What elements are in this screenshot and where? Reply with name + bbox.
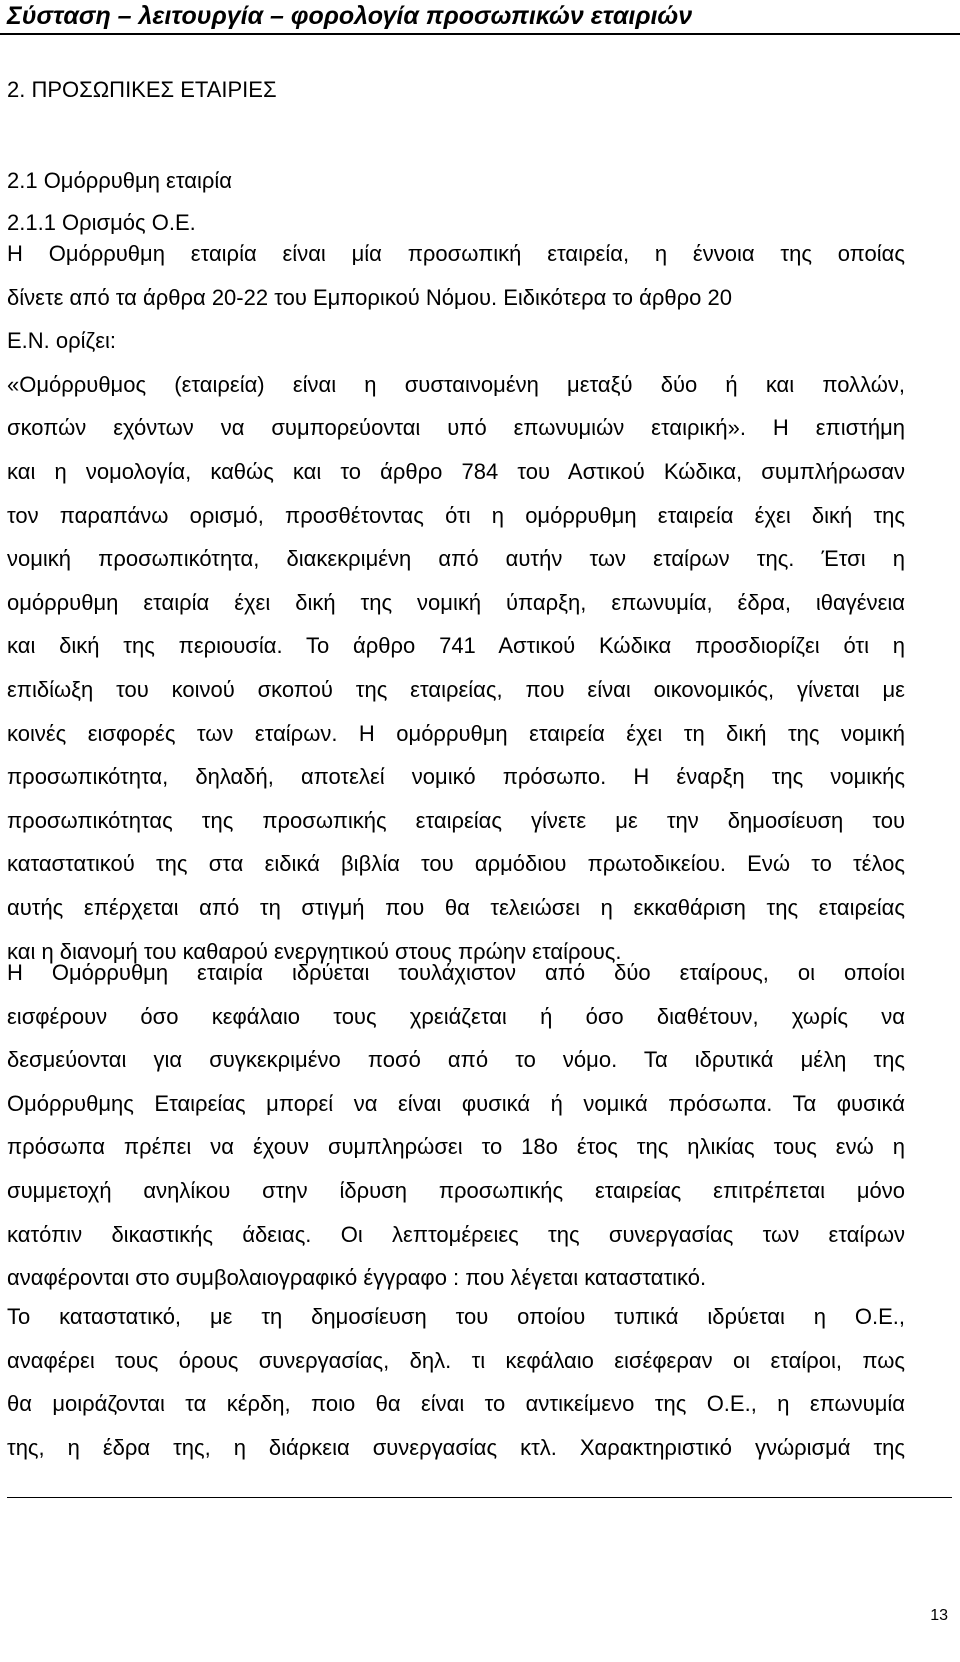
page-number: 13 (930, 1607, 948, 1624)
paragraph-line: δίνετε από τα άρθρα 20-22 του Εμπορικού Νόμου. Ειδικότερα το άρθρο 20 (7, 284, 732, 310)
paragraph-line: θα μοιράζονται τα κέρδη, ποιο θα είναι το αντικείμενο της Ο.Ε., η επωνυμία (7, 1391, 905, 1417)
paragraph-line: αυτής επέρχεται από τη στιγμή που θα τελειώσει η εκκαθάριση της εταιρείας (7, 894, 905, 920)
paragraph-line: αναφέρονται στο συμβολαιογραφικό έγγραφο : που λέγεται καταστατικό. (7, 1265, 707, 1291)
paragraph-line: τον παραπάνω ορισμό, προσθέτοντας ότι η ομόρρυθμη εταιρεία έχει δική της (7, 502, 905, 528)
paragraph-line: κοινές εισφορές των εταίρων. Η ομόρρυθμη εταιρεία έχει τη δική της νομική (7, 720, 905, 746)
paragraph-founding (7, 951, 905, 1300)
paragraph-line: εισφέρουν όσο κεφάλαιο τους χρειάζεται ή όσο διαθέτουν, χωρίς να (7, 1003, 905, 1029)
paragraph-line: αναφέρει τους όρους συνεργασίας, δηλ. τι κεφάλαιο εισέφεραν οι εταίροι, πως (7, 1347, 905, 1373)
paragraph-line: σκοπών εχόντων να συμπορεύονται υπό επωνυμιών εταιρική». Η επιστήμη (7, 415, 905, 441)
paragraph-line: προσωπικότητα, δηλαδή, αποτελεί νομικό πρόσωπο. Η έναρξη της νομικής (7, 764, 905, 790)
paragraph-line: συμμετοχή ανηλίκου στην ίδρυση προσωπικής εταιρείας επιτρέπεται μόνο (7, 1177, 905, 1203)
paragraph-line: ομόρρυθμη εταιρία έχει δική της νομική ύπαρξη, επωνυμία, έδρα, ιθαγένεια (7, 589, 905, 615)
paragraph-line: «Ομόρρυθμος (εταιρεία) είναι η συσταινομένη μεταξύ δύο ή και πολλών, (7, 371, 905, 397)
paragraph-line: επιδίωξη του κοινού σκοπού της εταιρείας, που είναι οικονομικός, γίνεται με (7, 676, 905, 702)
paragraph-line: προσωπικότητας της προσωπικής εταιρείας γίνετε με την δημοσίευση του (7, 807, 905, 833)
paragraph-line: και δική της περιουσία. Το άρθρο 741 Αστικού Κώδικα προσδιορίζει ότι η (7, 633, 905, 659)
paragraph-articles (7, 1295, 905, 1469)
paragraph-line: Ε.Ν. ορίζει: (7, 328, 117, 354)
subsubsection-heading: 2.1.1 Ορισμός Ο.Ε. (7, 210, 196, 235)
paragraph-line: καταστατικού της στα ειδικά βιβλία του αρμόδιου πρωτοδικείου. Ενώ το τέλος (7, 851, 905, 877)
subsection-heading: 2.1 Ομόρρυθμη εταιρία (7, 168, 232, 193)
paragraph-line: και η διανομή του καθαρού ενεργητικού στους πρώην εταίρους. (7, 938, 622, 964)
section-heading: 2. ΠΡΟΣΩΠΙΚΕΣ ΕΤΑΙΡΙΕΣ (7, 77, 277, 102)
paragraph-line: Ομόρρυθμης Εταιρείας μπορεί να είναι φυσικά ή νομικά πρόσωπα. Τα φυσικά (7, 1090, 905, 1116)
paragraph-line: νομική προσωπικότητα, διακεκριμένη από αυτήν των εταίρων της. Έτσι η (7, 546, 905, 572)
paragraph-line: Η Ομόρρυθμη εταιρία ιδρύεται τουλάχιστον από δύο εταίρους, οι οποίοι (7, 960, 905, 985)
paragraph-line: Η Ομόρρυθμη εταιρία είναι μία προσωπική εταιρεία, η έννοια της οποίας (7, 241, 905, 266)
paragraph-line: της, η έδρα της, η διάρκεια συνεργασίας κτλ. Χαρακτηριστικό γνώρισμά της (7, 1434, 905, 1460)
running-header: Σύσταση – λειτουργία – φορολογία προσωπικών εταιριών (7, 2, 693, 30)
paragraph-line: και η νομολογία, καθώς και το άρθρο 784 του Αστικού Κώδικα, συμπλήρωσαν (7, 458, 905, 484)
paragraph-definition (7, 232, 905, 973)
header-rule (0, 33, 960, 35)
paragraph-line: δεσμεύονται για συγκεκριμένο ποσό από το νόμο. Τα ιδρυτικά μέλη της (7, 1047, 905, 1073)
paragraph-line: πρόσωπα πρέπει να έχουν συμπληρώσει το 18ο έτος της ηλικίας τους ενώ η (7, 1134, 905, 1160)
paragraph-line: κατόπιν δικαστικής άδειας. Οι λεπτομέρειες της συνεργασίας των εταίρων (7, 1221, 905, 1247)
paragraph-line: Το καταστατικό, με τη δημοσίευση του οποίου τυπικά ιδρύεται η Ο.Ε., (7, 1304, 905, 1329)
footer-rule (7, 1497, 952, 1498)
